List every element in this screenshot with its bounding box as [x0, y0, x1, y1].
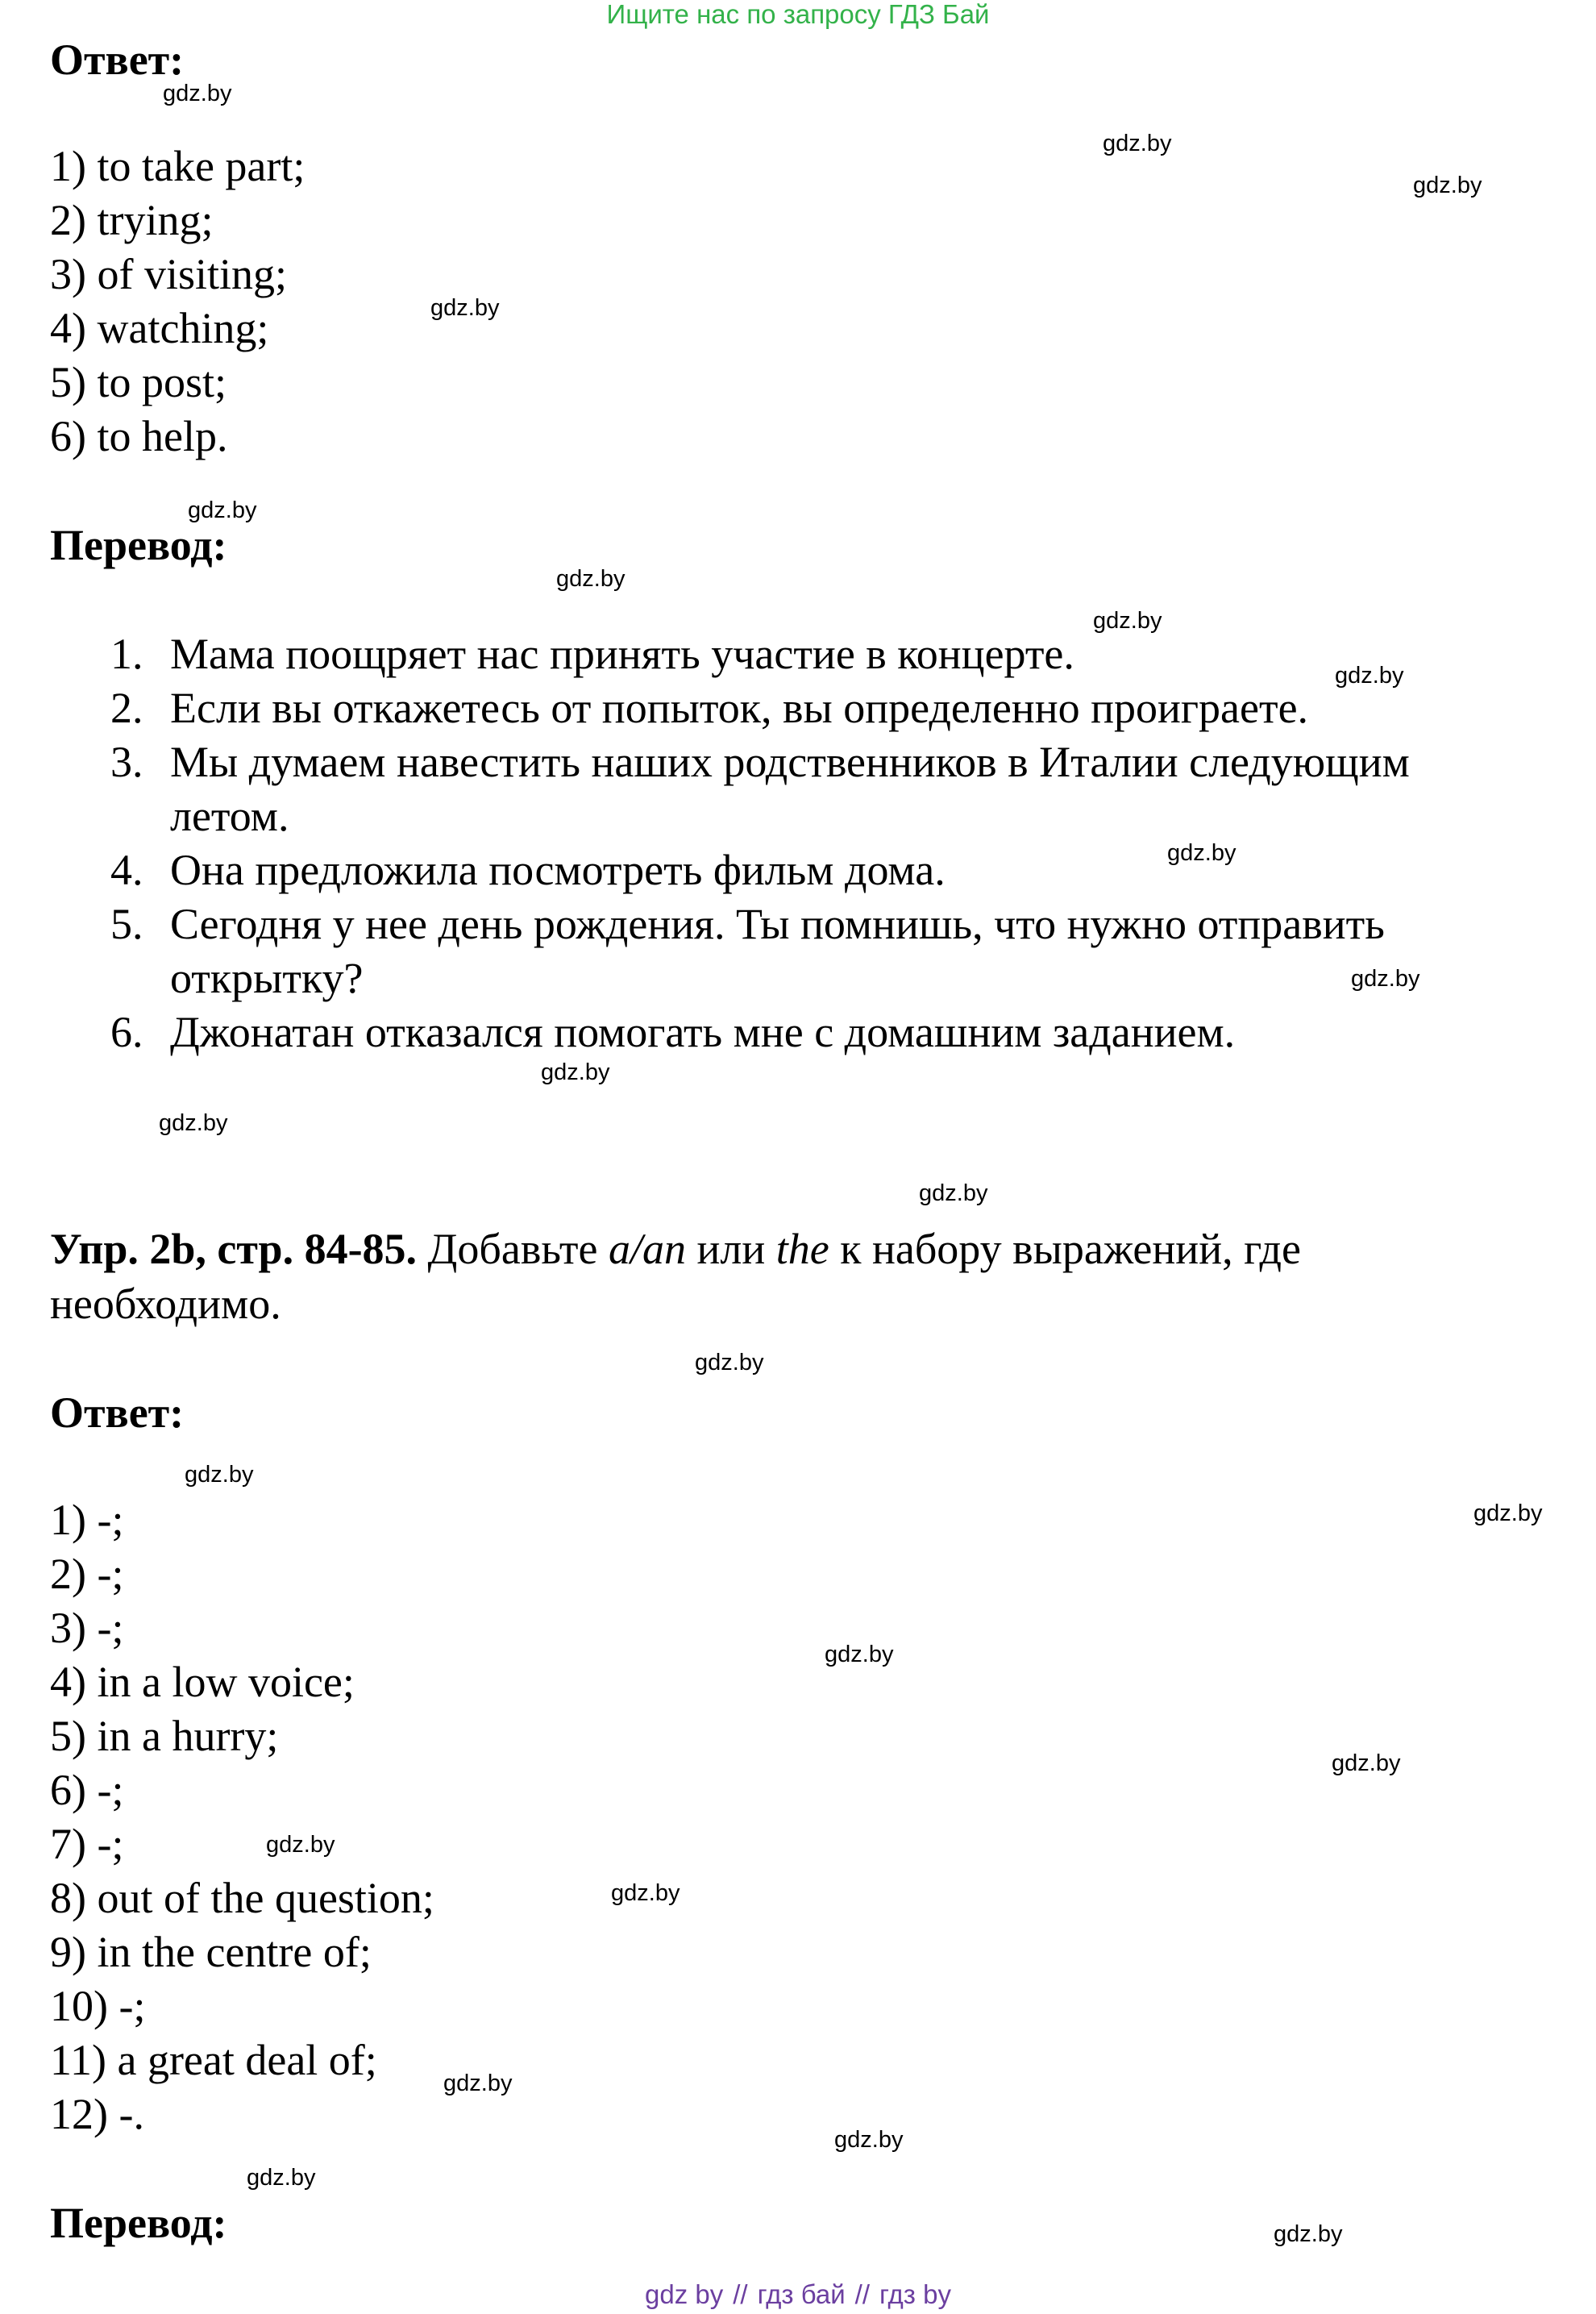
translation-text: Мама поощряет нас принять участие в концерте.	[170, 630, 1074, 678]
task-text: или	[685, 1225, 776, 1273]
watermark: gdz.by	[266, 1832, 335, 1858]
translation-heading-2: Перевод:	[50, 2199, 227, 2247]
translation-text: Мы думаем навестить наших родственников в Италии следующим	[170, 738, 1410, 786]
translation-text: открытку?	[170, 954, 364, 1002]
watermark: gdz.by	[443, 2071, 513, 2096]
answer-item: 9) in the centre of;	[50, 1928, 372, 1976]
watermark: gdz.by	[541, 1059, 610, 1085]
answer-item: 11) a great deal of;	[50, 2036, 377, 2084]
translation-heading-1: Перевод:	[50, 521, 227, 569]
translation-item	[110, 846, 1561, 894]
translation-item	[110, 738, 1561, 786]
translation-continuation	[110, 792, 1561, 840]
answer-heading-2: Ответ:	[50, 1388, 185, 1437]
watermark: gdz.by	[1274, 2221, 1343, 2247]
watermark: gdz.by	[695, 1350, 764, 1375]
task-text: Добавьте	[417, 1225, 609, 1273]
watermark: gdz.by	[1413, 173, 1482, 198]
translation-text: Джонатан отказался помогать мне с домашним заданием.	[170, 1008, 1236, 1056]
answer-item: 8) out of the question;	[50, 1874, 434, 1922]
task-statement	[50, 1222, 1533, 1331]
answer-item: 4) watching;	[50, 304, 269, 352]
translation-number: 4.	[110, 846, 143, 894]
translation-item	[110, 900, 1561, 948]
answer-item: 10) -;	[50, 1982, 146, 2030]
watermark: gdz.by	[919, 1180, 988, 1206]
translation-item	[110, 1008, 1561, 1056]
footer-links	[0, 2279, 1596, 2310]
task-article: the	[775, 1225, 829, 1273]
answer-item: 3) of visiting;	[50, 250, 287, 298]
answer-heading-1: Ответ:	[50, 35, 185, 84]
translation-number: 5.	[110, 900, 143, 948]
search-banner[interactable]: Ищите нас по запросу ГДЗ Бай	[606, 0, 990, 29]
answer-item: 4) in a low voice;	[50, 1658, 355, 1706]
footer-link[interactable]: гдз by	[879, 2279, 951, 2309]
watermark: gdz.by	[1103, 131, 1172, 156]
translation-continuation	[110, 954, 1561, 1002]
watermark: gdz.by	[188, 497, 257, 523]
translation-number: 1.	[110, 630, 143, 678]
task-article: a/an	[608, 1225, 686, 1273]
watermark: gdz.by	[834, 2127, 904, 2153]
answer-item: 5) in a hurry;	[50, 1712, 279, 1760]
answer-item: 2) -;	[50, 1550, 124, 1598]
answer-item: 6) -;	[50, 1766, 124, 1814]
answer-item: 6) to help.	[50, 412, 228, 460]
task-label: Упр. 2b, стр. 84-85.	[50, 1225, 418, 1273]
watermark: gdz.by	[185, 1462, 254, 1488]
translation-text: Она предложила посмотреть фильм дома.	[170, 846, 946, 894]
translation-number: 6.	[110, 1008, 143, 1056]
answer-item: 2) trying;	[50, 196, 214, 244]
watermark: gdz.by	[1332, 1750, 1401, 1776]
translation-number: 3.	[110, 738, 143, 786]
watermark: gdz.by	[556, 566, 626, 592]
answer-item: 1) to take part;	[50, 142, 305, 190]
answer-item: 5) to post;	[50, 358, 227, 406]
answer-item: 1) -;	[50, 1496, 124, 1544]
watermark: gdz.by	[247, 2165, 316, 2191]
watermark: gdz.by	[825, 1642, 894, 1667]
footer-separator: //	[854, 2279, 870, 2309]
translation-item	[110, 684, 1561, 732]
watermark: gdz.by	[1093, 608, 1162, 634]
watermark: gdz.by	[159, 1110, 228, 1136]
answer-item: 3) -;	[50, 1604, 124, 1652]
answer-item: 12) -.	[50, 2090, 144, 2138]
footer-link[interactable]: гдз бай	[757, 2279, 846, 2309]
watermark: gdz.by	[1351, 966, 1420, 992]
watermark: gdz.by	[1335, 663, 1404, 689]
watermark: gdz.by	[163, 81, 232, 106]
watermark: gdz.by	[611, 1880, 680, 1906]
translation-text: Сегодня у нее день рождения. Ты помнишь, что нужно отправить	[170, 900, 1385, 948]
translation-text: летом.	[170, 792, 289, 840]
task-text: к набору выражений, где необходимо.	[50, 1225, 1301, 1328]
watermark: gdz.by	[1473, 1500, 1543, 1526]
answer-item: 7) -;	[50, 1820, 124, 1868]
footer-link[interactable]: gdz by	[645, 2279, 724, 2309]
footer-separator: //	[733, 2279, 748, 2309]
translation-text: Если вы откажетесь от попыток, вы определенно проиграете.	[170, 684, 1309, 732]
watermark: gdz.by	[430, 295, 500, 321]
translation-number: 2.	[110, 684, 143, 732]
watermark: gdz.by	[1167, 840, 1236, 866]
